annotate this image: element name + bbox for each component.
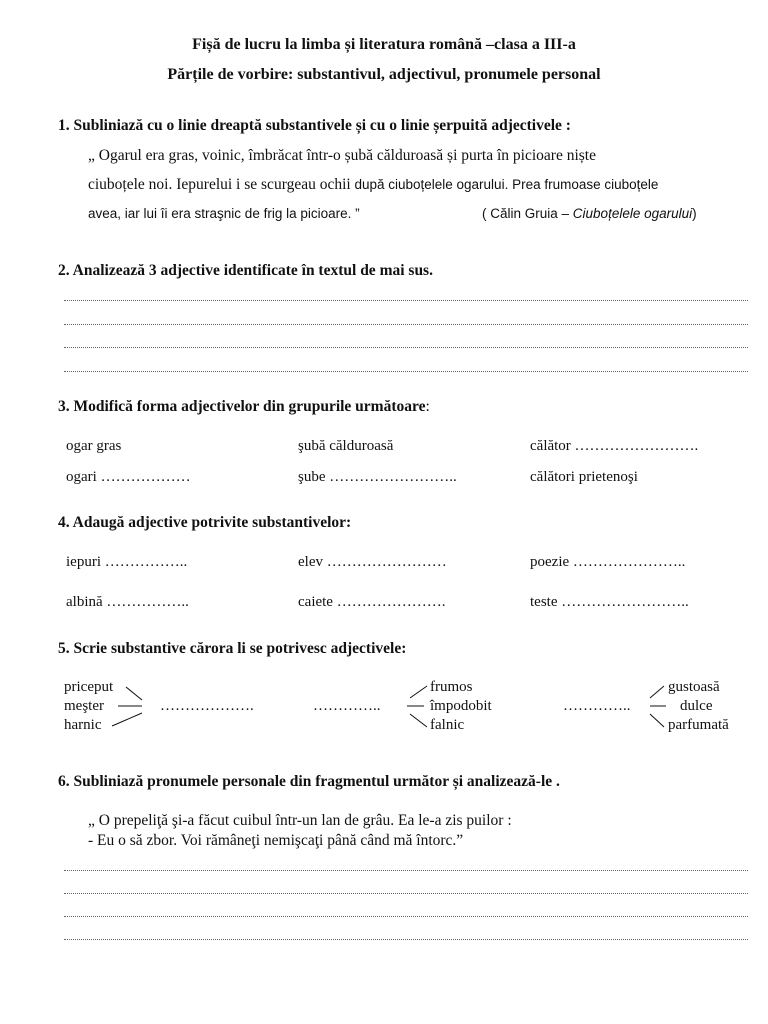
answer-line[interactable]: [64, 893, 748, 894]
exercise-1-heading: 1. Subliniază cu o linie dreaptă substantivele și cu o linie șerpuită adjectivele :: [58, 117, 571, 134]
ex4-row2-col2[interactable]: caiete ………………….: [298, 594, 446, 610]
ex3-row1-col3[interactable]: călător …………………….: [530, 438, 699, 454]
ex5-blank-3[interactable]: …………..: [563, 698, 631, 714]
ex5-blank-1[interactable]: ……………….: [160, 698, 254, 714]
exercise-5-heading: 5. Scrie substantive cărora li se potrivesc adjectivele:: [58, 640, 407, 657]
exercise-1-text-line-1: „ Ogarul era gras, voinic, îmbrăcat într-o șubă călduroasă și purta în picioare niște: [88, 147, 596, 164]
exercise-1-text-line-3: avea, iar lui îi era straşnic de frig la picioare. ”: [88, 206, 360, 221]
exercise-6-text-line-2: - Eu o să zbor. Voi rămâneţi nemişcaţi până când mă întorc.”: [88, 832, 464, 849]
ex5-adjective-falnic: falnic: [430, 717, 465, 733]
ex5-adjective-dulce: dulce: [680, 698, 713, 714]
ex5-adjective-priceput: priceput: [64, 679, 114, 695]
exercise-1-text-line-2a: ciuboțele noi. Iepurelui i se scurgeau ochii: [88, 176, 351, 193]
exercise-3-heading-text: 3. Modifică forma adjectivelor din grupurile următoare: [58, 398, 426, 415]
ex3-row2-col1[interactable]: ogari ………………: [66, 469, 191, 485]
ex5-adjective-parfumata: parfumată: [668, 717, 729, 733]
ex5-adjective-harnic: harnic: [64, 717, 102, 733]
ex4-row1-col1[interactable]: iepuri ……………..: [66, 554, 188, 570]
ex5-adjective-mester: meşter: [64, 698, 104, 714]
exercise-6-heading: 6. Subliniază pronumele personale din fragmentul următor și analizează-le .: [58, 773, 560, 790]
exercise-4-heading: 4. Adaugă adjective potrivite substantivelor:: [58, 514, 352, 531]
ex5-adjective-impodobit: împodobit: [430, 698, 492, 714]
ex5-adjective-frumos: frumos: [430, 679, 473, 695]
answer-line[interactable]: [64, 870, 748, 871]
citation-title: Ciuboțelele ogarului: [572, 206, 693, 221]
ex4-row2-col1[interactable]: albină ……………..: [66, 594, 189, 610]
ex3-row2-col3: călători prietenoşi: [530, 469, 638, 485]
exercise-6-text-line-1: „ O prepeliţă şi-a făcut cuibul într-un lan de grâu. Ea le-a zis puilor :: [88, 812, 512, 829]
exercise-3-heading-colon: :: [425, 398, 430, 415]
ex5-adjective-gustoasa: gustoasă: [668, 679, 720, 695]
ex4-row1-col3[interactable]: poezie …………………..: [530, 554, 686, 570]
ex3-row1-col1: ogar gras: [66, 438, 122, 454]
citation-author: ( Călin Gruia –: [482, 206, 573, 221]
ex4-row2-col3[interactable]: teste ……………………..: [530, 594, 689, 610]
ex5-blank-2[interactable]: …………..: [313, 698, 381, 714]
ex3-row1-col2: şubă călduroasă: [298, 438, 394, 454]
answer-line[interactable]: [64, 916, 748, 917]
worksheet-title: Fișă de lucru la limba și literatura română –clasa a III-a: [192, 36, 576, 53]
ex3-row2-col2[interactable]: şube ……………………..: [298, 469, 457, 485]
worksheet-subtitle: Părțile de vorbire: substantivul, adjectivul, pronumele personal: [167, 66, 601, 83]
exercise-1-text-line-2b: după ciuboțelele ogarului. Prea frumoase ciuboțele: [350, 177, 659, 192]
exercise-2-heading: 2. Analizează 3 adjective identificate în textul de mai sus.: [58, 262, 433, 279]
ex4-row1-col2[interactable]: elev ……………………: [298, 554, 447, 570]
answer-line[interactable]: [64, 939, 748, 940]
citation-close: ): [692, 206, 697, 221]
